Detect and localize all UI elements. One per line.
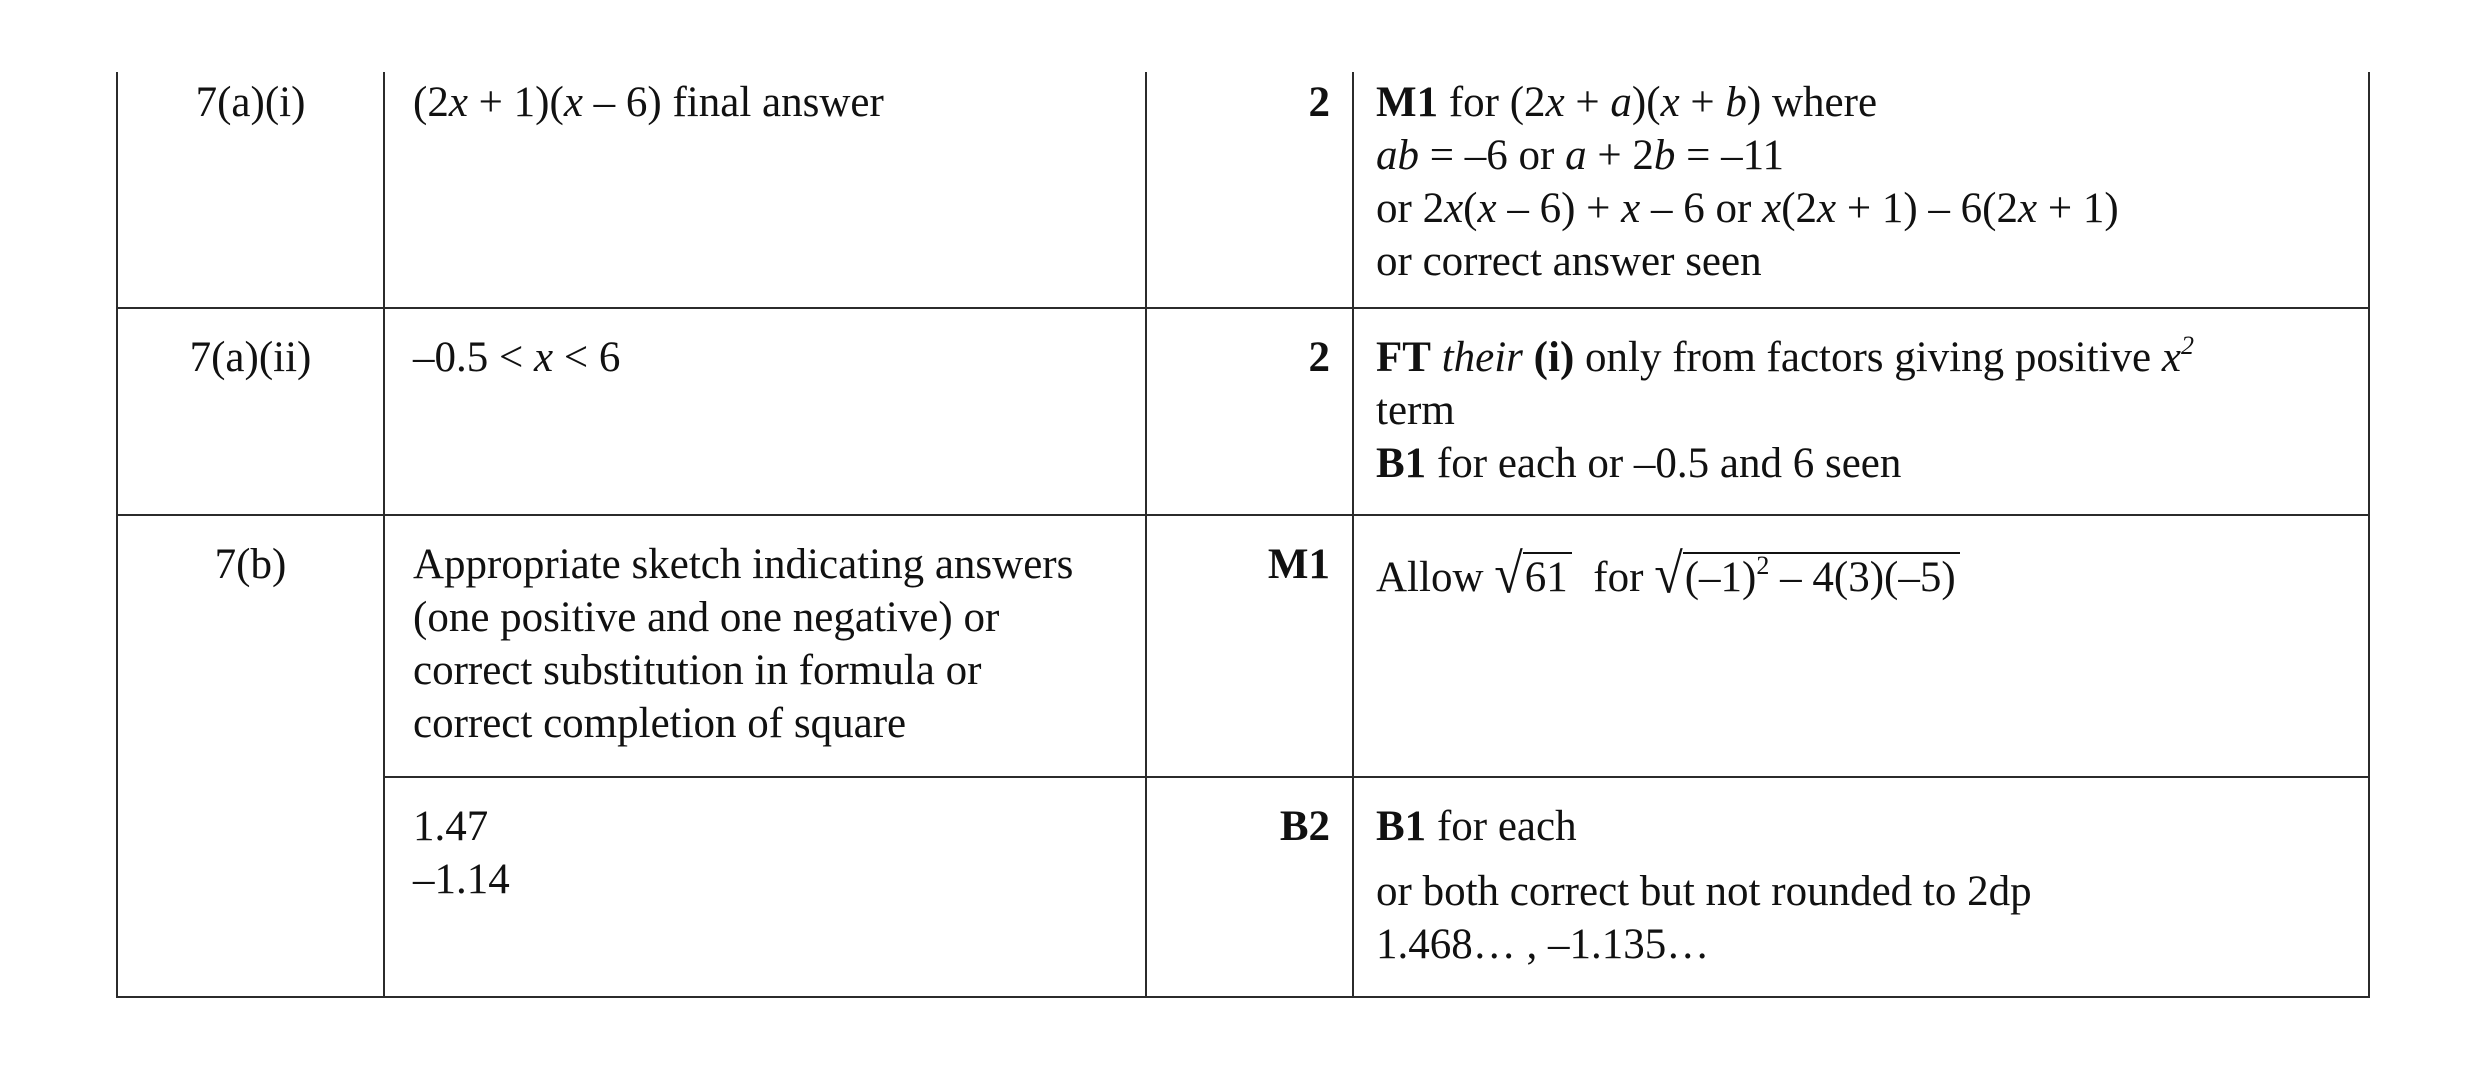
guidance-cell [1353,777,2369,997]
marks-value: 2 [1308,334,1330,381]
table-row [117,777,2369,997]
guidance-line: B1 for each or –0.5 and 6 seen [1376,440,1902,487]
answer-text: –0.5 < x < 6 [413,334,621,381]
answer-line: 1.47 [413,803,489,850]
question-number [117,72,384,308]
marks-value: 2 [1308,79,1330,126]
answer-line: –1.14 [413,856,510,903]
guidance-line: M1 for (2x + a)(x + b) where [1376,79,1878,126]
guidance-line: 1.468… , –1.135… [1376,921,1710,968]
guidance-line: FT their (i) only from factors giving positive $x^2$ [1376,330,2194,381]
marks-value: M1 [1267,541,1330,588]
question-label: 7(b) [214,541,287,588]
guidance-cell [1353,308,2369,515]
guidance-line: ab = –6 or a + 2b = –11 [1376,132,1784,179]
answer-line: Appropriate sketch indicating answers [413,541,1074,588]
marks-cell [1146,777,1353,997]
table-row [117,72,2369,308]
answer-line: correct completion of square [413,700,907,747]
guidance-cell [1353,72,2369,308]
answer-line: correct substitution in formula or [413,647,982,694]
guidance-cell [1353,515,2369,777]
mark-scheme-table [116,72,2370,998]
marks-value: B2 [1279,803,1330,850]
answer-cell [384,308,1146,515]
table-row [117,308,2369,515]
guidance-line: or correct answer seen [1376,238,1762,285]
guidance-formula: Allow √61 for $√(-1)^2 - 4(3)(-5)$ [1376,538,2348,604]
marks-cell [1146,72,1353,308]
answer-cell [384,72,1146,308]
answer-cell [384,515,1146,777]
question-number [117,308,384,515]
answer-line: (one positive and one negative) or [413,594,1000,641]
guidance-line: or 2x(x – 6) + x – 6 or x(2x + 1) – 6(2x + 1) [1376,185,2119,232]
guidance-line: or both correct but not rounded to 2dp [1376,868,2032,915]
question-label: 7(a)(ii) [189,334,312,381]
guidance-line: B1 for each [1376,803,1577,850]
square-root-61: √61 [1494,548,1572,604]
answer-cell [384,777,1146,997]
marks-cell [1146,515,1353,777]
answer-text: (2x + 1)(x – 6) final answer [413,79,884,126]
question-label: 7(a)(i) [195,79,306,126]
question-number [117,515,384,997]
marks-cell [1146,308,1353,515]
table-row [117,515,2369,777]
square-root-discriminant: $√(-1)^2 - 4(3)(-5)$ [1654,548,1959,604]
guidance-line: term [1376,387,1455,434]
